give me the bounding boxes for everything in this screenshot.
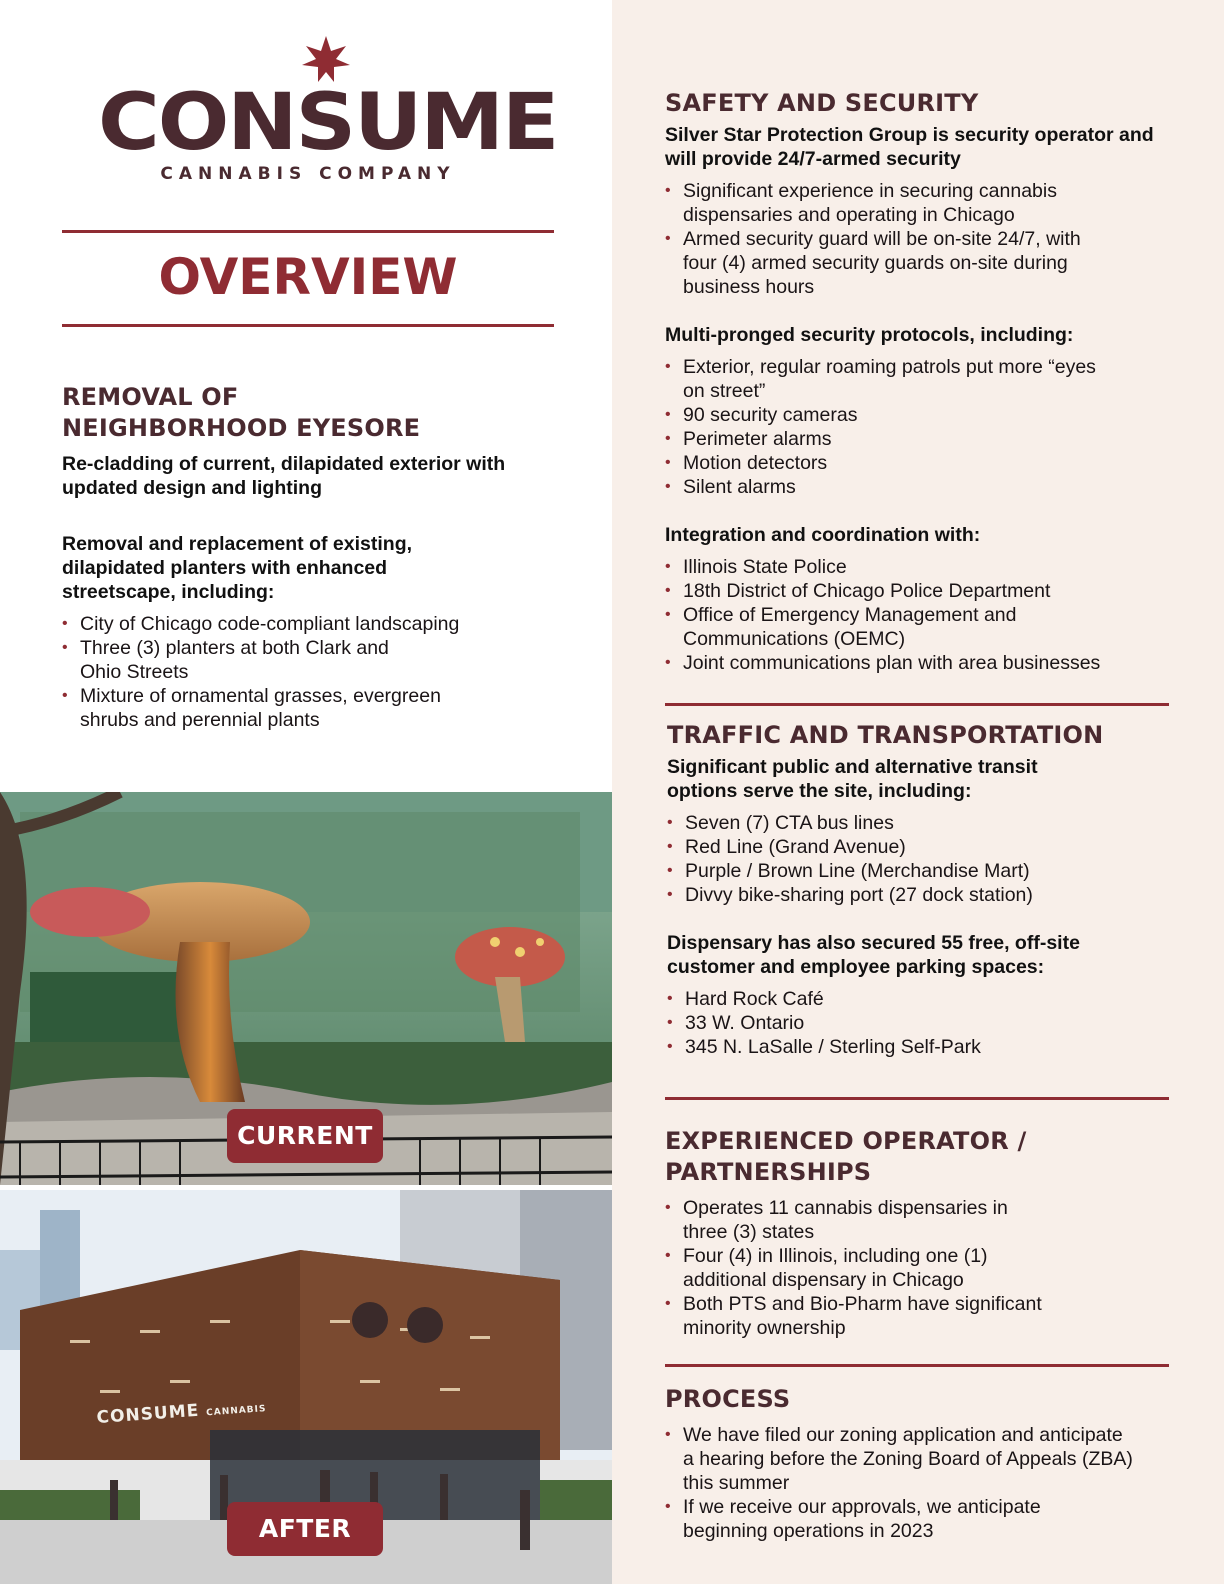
after-label-badge: AFTER [227,1502,383,1556]
after-sign-word: CONSUME [96,1400,200,1428]
title-rule-top [62,230,554,233]
list-item: • Seven (7) CTA bus lines [667,811,1187,835]
eyesore-heading-line1: REMOVAL OF [62,383,239,411]
current-label-badge: CURRENT [227,1109,383,1163]
operator-section [665,1126,1185,1340]
safety-lead-1: Silver Star Protection Group is security operator and will provide 24/7-armed security [665,124,1154,170]
list-item: • Illinois State Police [665,555,1185,579]
traffic-lead-2: Dispensary has also secured 55 free, off-site customer and employee parking spaces: [667,932,1080,978]
list-item: • Perimeter alarms [665,427,1185,451]
operator-heading-line1: EXPERIENCED OPERATOR / [665,1127,1027,1155]
list-item: • Three (3) planters at both Clark and Ohio Streets [62,636,422,684]
current-photo [0,792,612,1185]
process-bullets [665,1423,1185,1543]
eyesore-heading-line2: NEIGHBORHOOD EYESORE [62,414,421,442]
section-divider [665,1097,1169,1100]
list-item: • Joint communications plan with area businesses [665,651,1185,675]
traffic-section [667,720,1187,1059]
list-item: • Both PTS and Bio-Pharm have significant minority ownership [665,1292,1095,1340]
list-item: • 345 N. LaSalle / Sterling Self-Park [667,1035,1187,1059]
safety-section [665,88,1185,675]
safety-bullets-1 [665,179,1185,299]
safety-heading: SAFETY AND SECURITY [665,89,979,117]
process-section [665,1384,1185,1543]
section-divider [665,1364,1169,1367]
eyesore-lead-2: Removal and replacement of existing, dilapidated planters with enhanced streetscape, including: [62,533,413,603]
list-item: • Office of Emergency Management and Communications (OEMC) [665,603,1085,651]
brand-logo [62,34,558,184]
traffic-bullets-2 [667,987,1187,1059]
list-item: • Divvy bike-sharing port (27 dock station) [667,883,1187,907]
list-item: • Silent alarms [665,475,1185,499]
traffic-lead-1: Significant public and alternative transit options serve the site, including: [667,756,1038,802]
operator-bullets [665,1196,1185,1340]
safety-lead-2: Multi-pronged security protocols, including: [665,324,1074,346]
list-item: • Operates 11 cannabis dispensaries in three (3) states [665,1196,1045,1244]
list-item: • If we receive our approvals, we anticipate beginning operations in 2023 [665,1495,1095,1543]
safety-bullets-3 [665,555,1185,675]
right-column [612,0,1224,1584]
eyesore-lead-1: Re-cladding of current, dilapidated exterior with updated design and lighting [62,453,506,499]
list-item: • 33 W. Ontario [667,1011,1187,1035]
list-item: • Motion detectors [665,451,1185,475]
list-item: • Hard Rock Café [667,987,1187,1011]
list-item: • 18th District of Chicago Police Department [665,579,1185,603]
eyesore-bullets [62,612,562,732]
list-item: • 90 security cameras [665,403,1185,427]
after-photo [0,1190,612,1584]
traffic-bullets-1 [667,811,1187,907]
safety-bullets-2 [665,355,1185,499]
eyesore-section [62,382,562,732]
list-item: • Red Line (Grand Avenue) [667,835,1187,859]
section-divider [665,703,1169,706]
safety-lead-3: Integration and coordination with: [665,524,981,546]
list-item: • Four (4) in Illinois, including one (1) additional dispensary in Chicago [665,1244,1025,1292]
traffic-heading: TRAFFIC AND TRANSPORTATION [667,721,1104,749]
after-sign-small: CANNABIS [205,1404,267,1419]
list-item: • Armed security guard will be on-site 24/7, with four (4) armed security guards on-site during business hours [665,227,1105,299]
list-item: • Significant experience in securing cannabis dispensaries and operating in Chicago [665,179,1125,227]
title-rule-bottom [62,324,554,327]
brand-tagline: CANNABIS COMPANY [160,164,456,184]
list-item: • Exterior, regular roaming patrols put more “eyes on street” [665,355,1105,403]
list-item: • City of Chicago code-compliant landscaping [62,612,562,636]
list-item: • Purple / Brown Line (Merchandise Mart) [667,859,1187,883]
list-item: • Mixture of ornamental grasses, evergreen shrubs and perennial plants [62,684,492,732]
page-title: OVERVIEW [158,248,458,306]
process-heading: PROCESS [665,1385,791,1413]
operator-heading-line2: PARTNERSHIPS [665,1158,872,1186]
brand-wordmark: CONSUME [98,78,558,168]
list-item: • We have filed our zoning application and anticipate a hearing before the Zoning Board of Appeals (ZBA) this summer [665,1423,1135,1495]
